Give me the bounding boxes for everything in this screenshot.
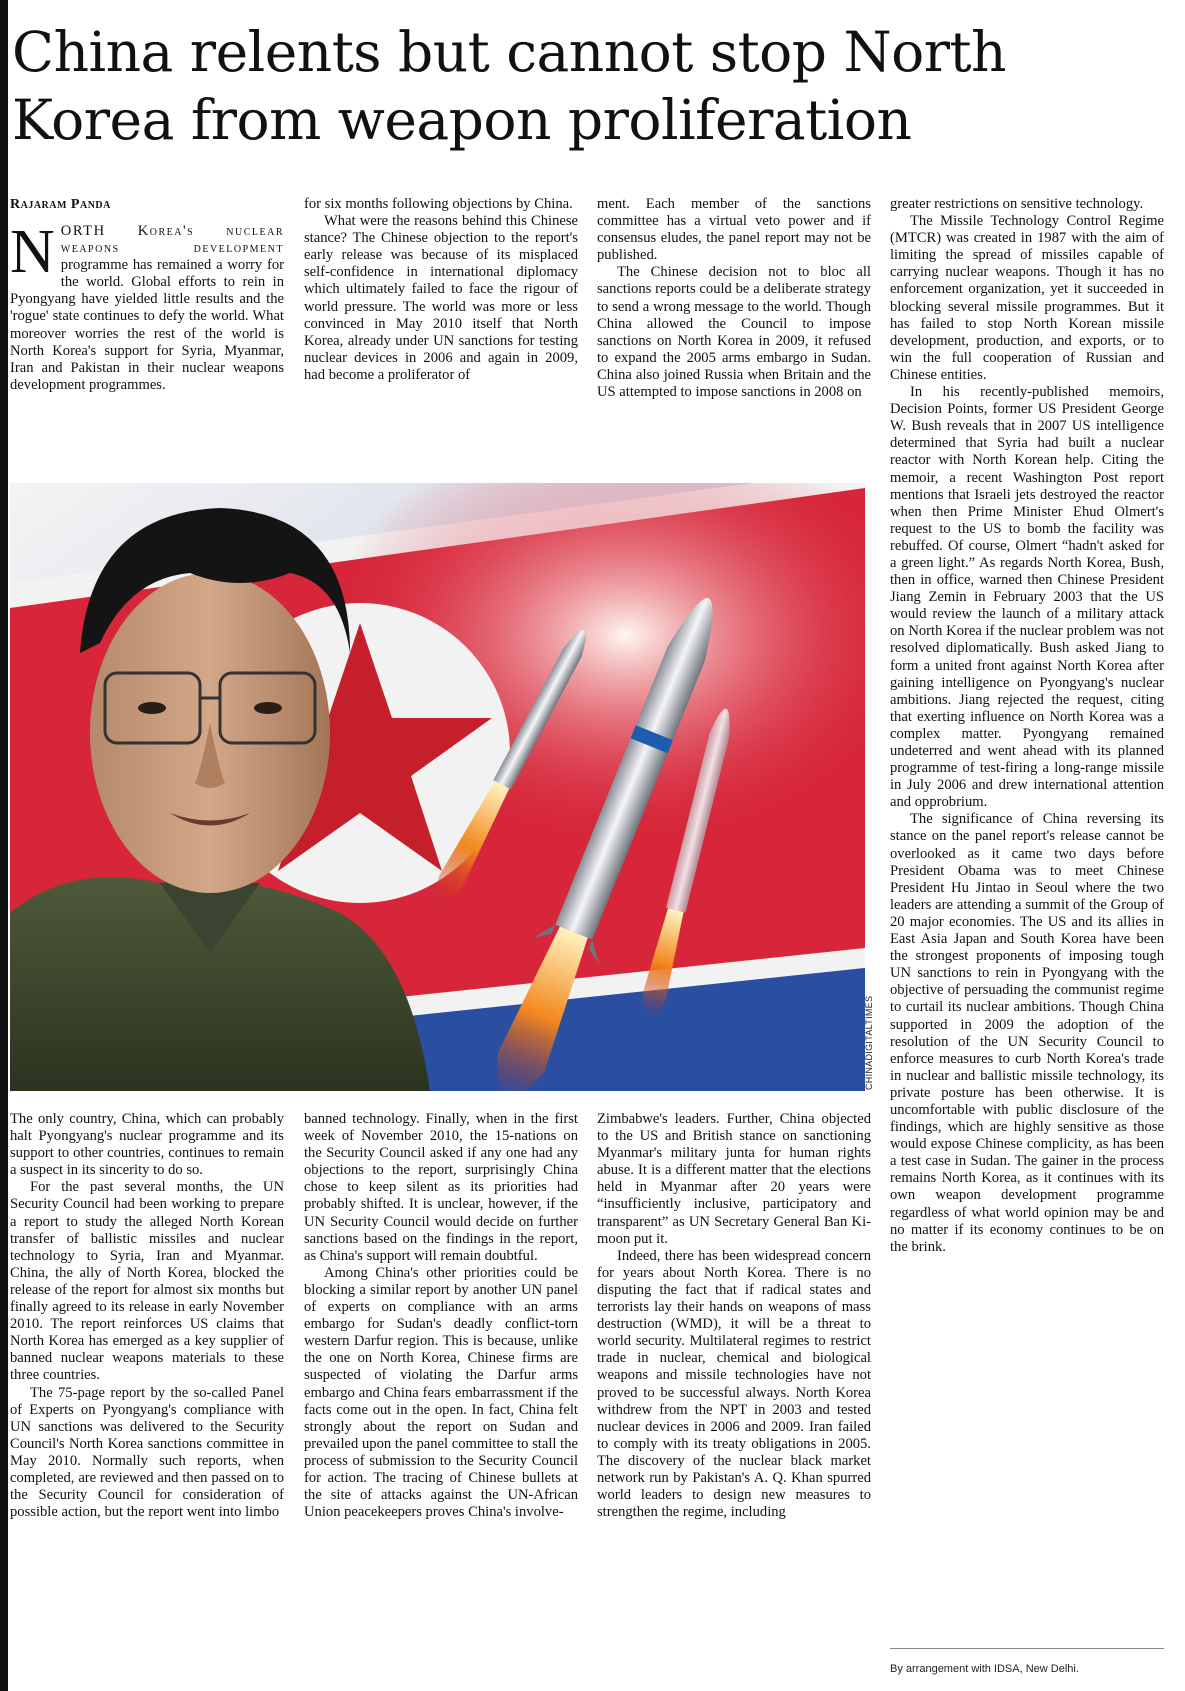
photo-svg [10, 483, 865, 1091]
article-byline: Rajaram Panda [10, 197, 111, 212]
page-left-rule [0, 0, 8, 1691]
footer-rule [890, 1648, 1164, 1649]
column-2-bottom [304, 1111, 578, 1681]
photo-credit: CHINADIGITALTIMES [864, 995, 874, 1090]
paragraph: The Chinese decision not to bloc all sanctions reports could be a deliberate strategy to send a wrong message to the world. Though China allowed the Council to impose sanctions on North Korea in 2009, it refused to expand the 2005 arms embargo in Sudan. China also joined Russia when Britain and the US attempted to impose sanctions in 2008 on [597, 264, 871, 401]
paragraph: The Missile Technology Control Regime (MTCR) was created in 1987 with the aim of limiting the spread of missiles capable of carrying nuclear weapons. Though it has no enforcement organization, yet it succeeded in blocking several missile programmes. But it has failed to stop North Korean missile development, production, and exports, or to win the full cooperation of Russian and Chinese entities. [890, 213, 1164, 383]
article-headline: China relents but cannot stop North Korea from weapon proliferation [12, 20, 1007, 152]
lead-rest: programme has remained a worry for the world. Global efforts to rein in Pyongyang have yielded little results and the 'rogue' state continues to defy the world. What moreover worries the rest of the world is North Korea's support for Syria, Myanmar, Iran and Pakistan in their nuclear weapons development programmes. [10, 257, 284, 393]
column-4 [890, 196, 1164, 1630]
paragraph: For the past several months, the UN Security Council had been working to prepare a report to study the alleged North Korean transfer of ballistic missiles and nuclear technology to Syria, Iran and Myanmar. China, the ally of North Korea, blocked the release of the report for almost six months but finally agreed to its release in early November 2010. The report reinforces US claims that North Korea has emerged as a key supplier of banned nuclear weapons materials to these three countries. [10, 1179, 284, 1384]
footer-note: By arrangement with IDSA, New Delhi. [890, 1663, 1079, 1675]
paragraph: Among China's other priorities could be blocking a similar report by another UN panel of experts on compliance with an arms embargo for Sudan's deadly conflict-torn western Darfur region. This is because, unlike the one on North Korea, Chinese firms are suspected of violating the Darfur arms embargo and China fears embarrassment if the facts come out in the open. In fact, China felt strongly about the report on Sudan and prevailed upon the panel committee to stall the process of submission to the Security Council for action. The tracing of Chinese bullets at the site of attacks against the UN-African Union peacekeepers proves China's involve- [304, 1264, 578, 1521]
lead-paragraph [10, 218, 284, 394]
column-3-top [597, 196, 871, 478]
paragraph: Indeed, there has been widespread concern for years about North Korea. There is no disputing the fact that if radical states and terrorists lay their hands on weapons of mass destruction (WMD), it will be a threat to world security. Multilateral regimes to restrict trade in nuclear, chemical and biological weapons and missile technologies have not proved to be successful always. North Korea withdrew from the NPT in 2003 and tested nuclear devices in 2006 and 2009. Iran failed to comply with its treaty obligations in 2005. The discovery of the nuclear black market network run by Pakistan's A. Q. Khan spurred world leaders to design new measures to strengthen the regime, including [597, 1247, 871, 1521]
column-1-bottom [10, 1111, 284, 1681]
paragraph: greater restrictions on sensitive technology. [890, 196, 1144, 212]
paragraph: banned technology. Finally, when in the first week of November 2010, the 15-nations on the Security Council asked if any one had any objections to the report, surprisingly China chose to keep silent as its priorities had probably shifted. It is unclear, however, if the UN Security Council would decide on further sanctions based on the findings in the report, as China's support will remain doubtful. [304, 1111, 578, 1264]
eye-left [138, 702, 166, 714]
paragraph: The 75-page report by the so-called Panel of Experts on Pyongyang's compliance with UN sanctions was delivered to the Security Council's North Korea sanctions committee in May 2010. Normally such reports, when completed, are reviewed and then passed on to the Security Council for consideration of possible action, but the report went into limbo [10, 1384, 284, 1521]
lead-caps: ORTH Korea's nuclear weapons development [60, 223, 284, 257]
paragraph: for six months following objections by China. [304, 196, 573, 212]
paragraph: In his recently-published memoirs, Decision Points, former US President George W. Bush reveals that in 2007 US intelligence determined that Syria had built a nuclear reactor with North Korean help. Citing the memoir, a recent Washington Post report mentions that Israeli jets destroyed the reactor when then Prime Minister Ehud Olmert's request to the US to bomb the facility was rebuffed. Of course, Olmert “hadn't asked for a green light.” As regards North Korea, Bush, then in office, warned then Chinese President Jiang Zemin in February 2003 that the US would review the launch of a military attack on North Korea if the nuclear problem was not resolved diplomatically. Bush asked Jiang to form a united front against North Korea after gaining intelligence on Pyongyang's nuclear ambitions. Jiang rejected the request, citing that exerting influence on North Korea was a complex matter. Pyongyang remained undeterred and went ahead with its planned programme of test-firing a long-range missile in July 2006 and drew international attention and opprobrium. [890, 384, 1164, 811]
drop-cap: N [10, 218, 55, 286]
column-1-top [10, 196, 284, 478]
article-photo-illustration [10, 483, 865, 1091]
paragraph: ment. Each member of the sanctions committee has a virtual veto power and if consensus eludes, the panel report may not be published. [597, 196, 871, 264]
eye-right [254, 702, 282, 714]
column-3-bottom [597, 1111, 871, 1681]
paragraph: The only country, China, which can probably halt Pyongyang's nuclear programme and its support to other countries, continues to remain a suspect in its sincerity to do so. [10, 1111, 284, 1179]
paragraph: What were the reasons behind this Chinese stance? The Chinese objection to the report's early release was because of its misplaced self-confidence in international diplomacy which ultimately failed to face the rigour of world pressure. The world was more or less convinced in May 2010 itself that North Korea, already under UN sanctions for testing nuclear devices in 2006 and again in 2009, had become a proliferator of [304, 213, 578, 383]
paragraph: Zimbabwe's leaders. Further, China objected to the US and British stance on sanctioning Myanmar's military junta for human rights abuse. It is a different matter that the elections held in Myanmar after 20 years were “insufficiently inclusive, participatory and transparent” as UN Secretary General Ban Ki-moon put it. [597, 1111, 871, 1247]
column-2-top [304, 196, 578, 478]
paragraph: The significance of China reversing its stance on the panel report's release cannot be overlooked as it came two days before President Obama was to meet Chinese President Hu Jintao in Seoul where the two leaders are attending a summit of the Group of 20 major economies. The US and its allies in East Asia Japan and South Korea have been the strongest proponents of imposing tough UN sanctions to rein in Pyongyang with the objective of persuading the communist regime to curtail its nuclear ambitions. Though China supported in 2009 the adoption of the resolution of the UN Security Council to enforce measures to curb North Korea's trade in nuclear and ballistic missile technology, its private posture has been otherwise. It is uncomfortable with public disclosure of the findings, which are highly sensitive as those would expose Chinese complicity, as has been a test case in Sudan. The gainer in the process remains North Korea, as it continues with its own weapon development programme regardless of what world opinion may be and no matter if its economy continues to be on the brink. [890, 811, 1164, 1255]
